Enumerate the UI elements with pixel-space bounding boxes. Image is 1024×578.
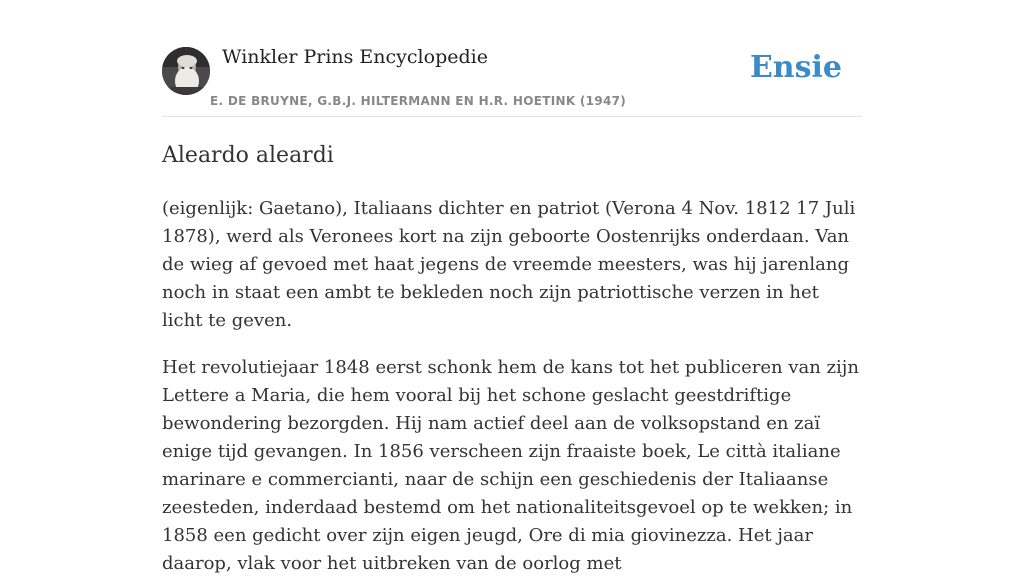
- portrait-icon: [162, 47, 210, 95]
- article-paragraph: Het revolutiejaar 1848 eerst schonk hem de kans tot het publiceren van zijn Lettere a Maria, die hem vooral bij het schone geslacht geestdriftige bewondering bezorgden. Hij nam actief deel aan de volksopstand en zaï enige tijd gevangen. In 1856 verscheen zijn fraaiste boek, Le città italiane marinare e commercianti, naar de schijn een geschiedenis der Italiaanse zeesteden, inderdaad bestemd om het nationaliteitsgevoel op te wekken; in 1858 een gedicht over zijn eigen jeugd, Ore di mia giovinezza. Het jaar daarop, vlak voor het uitbreken van de oorlog met: [162, 357, 859, 574]
- article-paragraph: (eigenlijk: Gaetano), Italiaans dichter en patriot (Verona 4 Nov. 1812 17 Juli 1878), werd als Veronees kort na zijn geboorte Oostenrijks onderdaan. Van de wieg af gevoed met haat jegens de vreemde meesters, was hij jarenlang noch in staat een ambt te bekleden noch zijn patriottische verzen in het licht te geven.: [162, 198, 856, 331]
- site-header: [162, 0, 862, 117]
- site-title[interactable]: Winkler Prins Encyclopedie: [222, 46, 488, 68]
- article-title: Aleardo aleardi: [162, 143, 334, 168]
- ensie-logo[interactable]: Ensie: [749, 50, 842, 85]
- author-avatar[interactable]: [162, 47, 210, 95]
- page-container: [162, 0, 862, 578]
- authors-line: E. DE BRUYNE, G.B.J. HILTERMANN EN H.R. HOETINK (1947): [210, 94, 627, 108]
